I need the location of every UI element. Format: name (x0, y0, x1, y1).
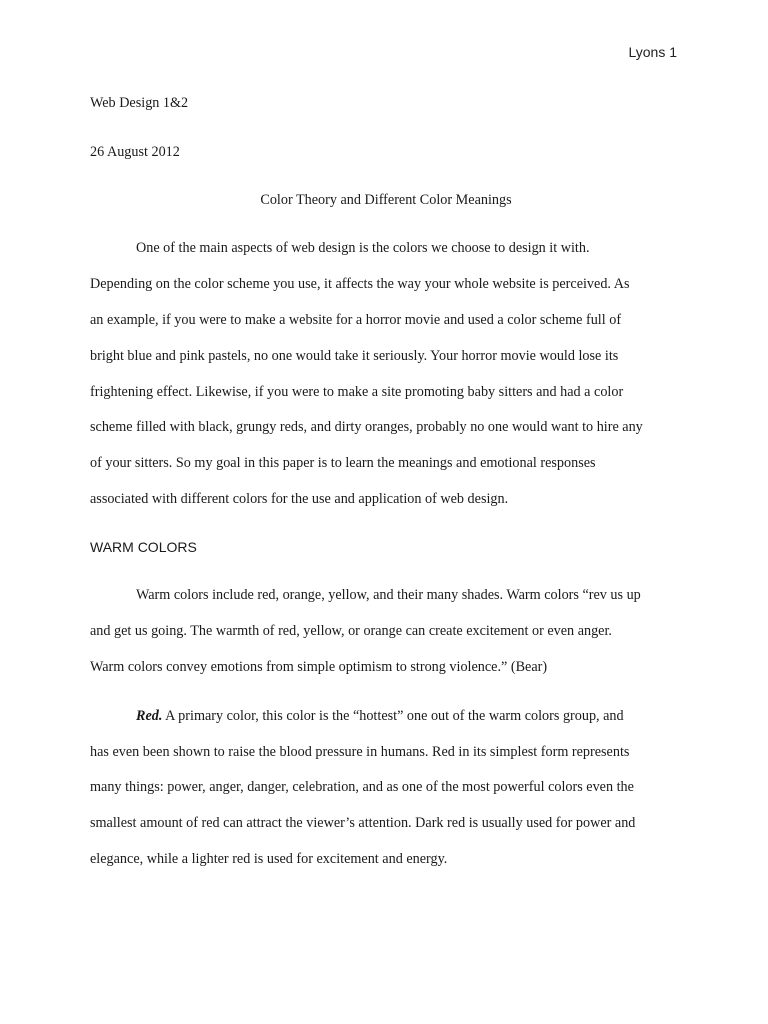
paper-title: Color Theory and Different Color Meanings (260, 192, 512, 208)
running-head: Lyons 1 (628, 44, 677, 60)
intro-line: One of the main aspects of web design is the colors we choose to design it with. (136, 240, 590, 256)
red-first-line-text: A primary color, this color is the “hottest” one out of the warm colors group, and (162, 708, 624, 724)
warm-line: Warm colors convey emotions from simple optimism to strong violence.” (Bear) (90, 659, 548, 675)
intro-line: Depending on the color scheme you use, it affects the way your whole website is perceived. As (90, 276, 630, 292)
red-line: has even been shown to raise the blood pressure in humans. Red in its simplest form represents (90, 744, 630, 760)
red-line: elegance, while a lighter red is used for excitement and energy. (90, 851, 448, 867)
red-line: many things: power, anger, danger, celebration, and as one of the most powerful colors even the (90, 779, 634, 795)
intro-line: an example, if you were to make a website for a horror movie and used a color scheme full of (90, 312, 622, 328)
intro-line: bright blue and pink pastels, no one would take it seriously. Your horror movie would lose its (90, 348, 619, 364)
date-line: 26 August 2012 (90, 144, 180, 160)
intro-line: of your sitters. So my goal in this paper is to learn the meanings and emotional responses (90, 455, 596, 471)
red-line: smallest amount of red can attract the viewer’s attention. Dark red is usually used for power and (90, 815, 636, 831)
warm-line: Warm colors include red, orange, yellow, and their many shades. Warm colors “rev us up (136, 587, 641, 603)
intro-line: associated with different colors for the use and application of web design. (90, 491, 509, 507)
intro-line: frightening effect. Likewise, if you were to make a site promoting baby sitters and had a color (90, 384, 624, 400)
red-first-line (136, 706, 624, 726)
intro-line: scheme filled with black, grungy reds, and dirty oranges, probably no one would want to hire any (90, 419, 643, 435)
section-heading-warm-colors: WARM COLORS (90, 539, 197, 555)
course-line: Web Design 1&2 (90, 95, 189, 111)
warm-line: and get us going. The warmth of red, yellow, or orange can create excitement or even anger. (90, 623, 612, 639)
red-term: Red. (136, 708, 163, 724)
